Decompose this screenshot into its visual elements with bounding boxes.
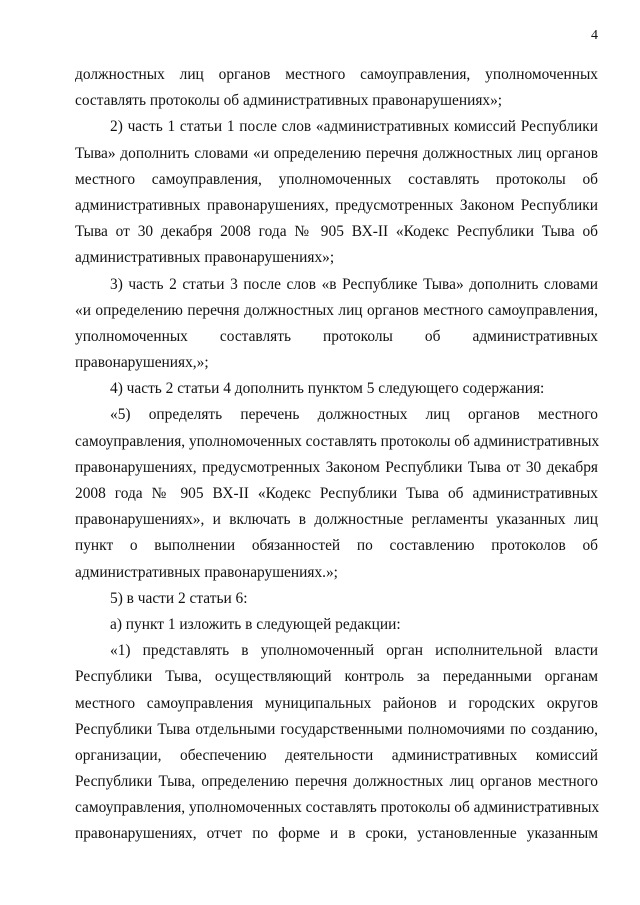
text-line: «5) определять перечень должностных лиц органов местного (110, 406, 598, 424)
text-line: уполномоченных составлять протоколы об административных (75, 327, 598, 345)
text-line: а) пункт 1 изложить в следующей редакции: (110, 615, 401, 633)
text-line: 5) в части 2 статьи 6: (110, 589, 248, 607)
text-line: правонарушениях», и включать в должностные регламенты указанных лиц (75, 511, 598, 529)
text-line: «1) представлять в уполномоченный орган исполнительной власти (110, 642, 598, 660)
text-line: административных правонарушениях, предусмотренных Законом Республики (75, 196, 598, 214)
text-line: правонарушениях, предусмотренных Законом Республики Тыва от 30 декабря (75, 458, 598, 476)
page-number: 4 (591, 28, 598, 43)
text-line: составлять протоколы об административных правонарушениях»; (75, 92, 503, 110)
text-line: пункт о выполнении обязанностей по составлению протоколов об (75, 537, 598, 555)
text-line: Республики Тыва отдельными государственными полномочиями по созданию, (75, 720, 598, 738)
text-line: 3) часть 2 статьи 3 после слов «в Республике Тыва» дополнить словами (110, 275, 598, 293)
text-line: организации, обеспечению деятельности административных комиссий (75, 746, 598, 764)
text-line: местного самоуправления, уполномоченных составлять протоколы об (75, 170, 598, 188)
text-line: правонарушениях, отчет по форме и в сроки, установленные указанным (75, 825, 598, 843)
text-line: Тыва от 30 декабря 2008 года № 905 ВХ-II «Кодекс Республики Тыва об (75, 223, 598, 241)
text-line: правонарушениях,»; (75, 354, 209, 372)
text-line: должностных лиц органов местного самоуправления, уполномоченных (75, 66, 598, 83)
text-line: 2) часть 1 статьи 1 после слов «административных комиссий Республики (110, 118, 598, 136)
text-line: административных правонарушениях.»; (75, 563, 338, 581)
text-line: «и определению перечня должностных лиц органов местного самоуправления, (75, 301, 598, 319)
text-line: административных правонарушениях»; (75, 249, 335, 267)
text-line: 4) часть 2 статьи 4 дополнить пунктом 5 следующего содержания: (110, 380, 545, 398)
text-line: Тыва» дополнить словами «и определению перечня должностных лиц органов (75, 144, 598, 162)
text-line: самоуправления, уполномоченных составлять протоколы об административных (75, 799, 600, 817)
text-line: Республики Тыва, определению перечня должностных лиц органов местного (75, 773, 598, 791)
text-line: 2008 года № 905 ВХ-II «Кодекс Республики Тыва об административных (75, 485, 598, 502)
document-body (75, 62, 598, 848)
text-line: Республики Тыва, осуществляющий контроль за переданными органам (75, 668, 598, 686)
text-line: местного самоуправления муниципальных районов и городских округов (75, 694, 598, 712)
text-line: самоуправления, уполномоченных составлять протоколы об административных (75, 432, 600, 450)
